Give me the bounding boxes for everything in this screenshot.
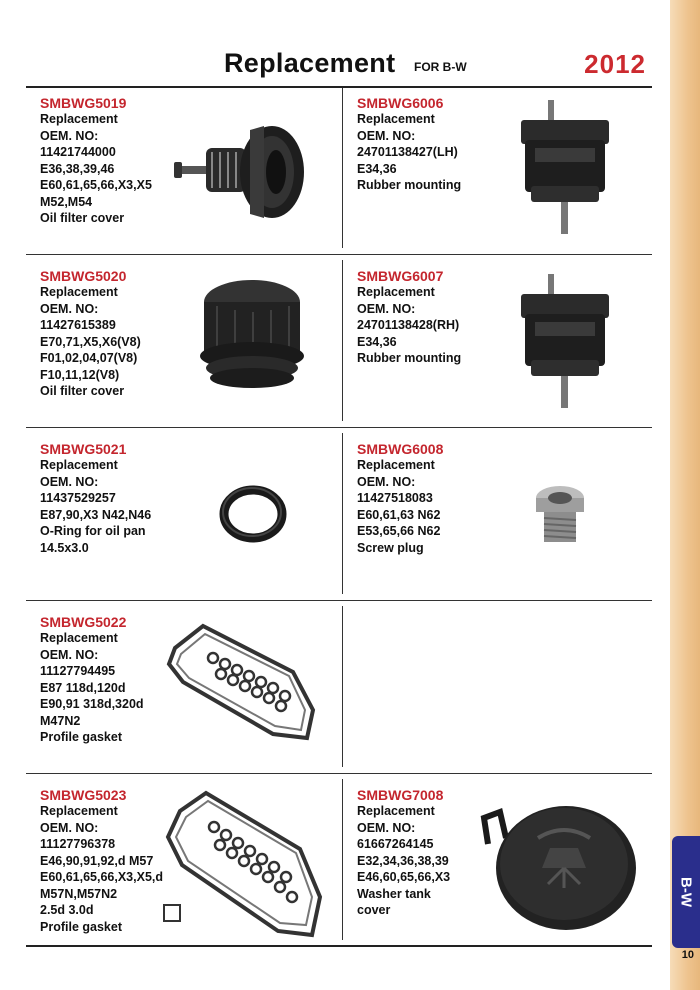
- product-detail-line: 11427615389: [40, 318, 116, 332]
- product-detail-line: OEM. NO:: [40, 128, 99, 143]
- footer-divider: [26, 945, 652, 947]
- product-detail-line: Replacement: [40, 458, 118, 472]
- product-detail-line: M47N2: [40, 713, 81, 728]
- product-detail-line: E60,61,65,66,X3,X5: [40, 178, 152, 192]
- product-detail-line: 24701138427(LH): [357, 145, 458, 159]
- product-detail-line: E87,90,X3 N42,N46: [40, 507, 152, 522]
- product-detail-line: 11437529257: [40, 491, 116, 505]
- product-code: SMBWG5021: [40, 441, 127, 457]
- product-detail-line: E70,71,X5,X6(V8): [40, 334, 141, 349]
- product-detail-line: E32,34,36,38,39: [357, 853, 449, 868]
- product-detail-line: OEM. NO:: [40, 820, 99, 835]
- product-detail-line: E46,90,91,92,d M57: [40, 853, 154, 868]
- product-detail-line: E34,36: [357, 161, 397, 176]
- product-card[interactable]: [357, 441, 657, 556]
- product-detail-line: 11127796378: [40, 837, 116, 851]
- row-divider: [26, 600, 652, 601]
- product-detail-line: E46,60,65,66,X3: [357, 870, 451, 884]
- product-detail-line: Profile gasket: [40, 919, 122, 934]
- product-detail-line: E87 118d,120d: [40, 680, 126, 695]
- profile-gasket-icon: [160, 785, 328, 945]
- product-code: SMBWG6008: [357, 441, 444, 457]
- product-detail-line: Replacement: [40, 285, 118, 299]
- product-detail-line: E53,65,66 N62: [357, 524, 441, 538]
- catalog-year: 2012: [584, 49, 646, 79]
- rubber-mounting-icon: [515, 98, 615, 236]
- product-code: SMBWG5022: [40, 614, 127, 630]
- product-detail-line: Washer tank: [357, 886, 431, 901]
- rubber-mounting-icon: [515, 272, 615, 410]
- column-divider: [342, 260, 343, 421]
- product-detail-line: Rubber mounting: [357, 351, 462, 365]
- product-detail-line: 61667264145: [357, 837, 434, 851]
- product-detail-line: 2.5d 3.0d: [40, 903, 94, 917]
- row-divider: [26, 773, 652, 774]
- product-detail-line: 11127794495: [40, 664, 116, 678]
- product-detail-line: OEM. NO:: [357, 301, 416, 316]
- header-divider: [26, 86, 652, 88]
- product-detail-line: M57N,M57N2: [40, 886, 118, 901]
- product-detail-line: cover: [357, 903, 391, 917]
- product-detail-line: Screw plug: [357, 540, 424, 555]
- product-detail-line: Oil filter cover: [40, 384, 125, 398]
- product-detail-line: Replacement: [357, 112, 435, 126]
- product-detail-line: 14.5x3.0: [40, 540, 89, 555]
- page-title: Replacement: [224, 48, 396, 78]
- product-detail-line: 24701138428(RH): [357, 318, 460, 332]
- product-detail-line: OEM. NO:: [40, 474, 99, 489]
- product-code: SMBWG5019: [40, 95, 127, 111]
- product-detail-line: Replacement: [40, 112, 118, 126]
- row-divider: [26, 254, 652, 255]
- product-detail-line: E36,38,39,46: [40, 161, 115, 176]
- column-divider: [342, 88, 343, 248]
- product-detail-line: Replacement: [40, 631, 118, 645]
- product-detail-line: Replacement: [40, 804, 118, 818]
- screw-plug-icon: [530, 480, 590, 552]
- page-subtitle: FOR B-W: [414, 60, 467, 74]
- column-divider: [342, 606, 343, 767]
- product-detail-line: OEM. NO:: [40, 647, 99, 662]
- column-divider: [342, 433, 343, 594]
- product-code: SMBWG7008: [357, 787, 444, 803]
- oil-filter-cover-with-tube-icon: [172, 118, 312, 228]
- column-divider: [342, 779, 343, 940]
- o-ring-icon: [218, 484, 288, 544]
- product-detail-line: Replacement: [357, 458, 435, 472]
- product-detail-line: E34,36: [357, 334, 397, 349]
- product-detail-line: OEM. NO:: [40, 301, 99, 316]
- product-detail-line: E60,61,65,66,X3,X5,d: [40, 870, 164, 884]
- oil-filter-cap-icon: [195, 272, 310, 392]
- product-detail-line: 11427518083: [357, 491, 433, 505]
- product-detail-line: E90,91 318d,320d: [40, 697, 144, 711]
- product-detail-line: Rubber mounting: [357, 178, 462, 192]
- product-code: SMBWG5023: [40, 787, 127, 803]
- washer-tank-cap-icon: [478, 798, 638, 938]
- product-detail-line: OEM. NO:: [357, 128, 416, 143]
- product-detail-line: E60,61,63 N62: [357, 507, 441, 522]
- product-detail-line: OEM. NO:: [357, 820, 416, 835]
- page-header: [26, 46, 652, 86]
- product-detail-line: 11421744000: [40, 145, 116, 159]
- product-detail-line: Replacement: [357, 804, 435, 818]
- product-detail-line: M52,M54: [40, 194, 93, 209]
- product-code: SMBWG5020: [40, 268, 127, 284]
- section-tab-label: B-W: [677, 877, 695, 907]
- row-divider: [26, 427, 652, 428]
- page-number: 10: [681, 949, 694, 961]
- product-detail-line: F10,11,12(V8): [40, 367, 120, 382]
- product-code: SMBWG6007: [357, 268, 444, 284]
- product-card[interactable]: [40, 441, 340, 556]
- product-detail-line: O-Ring for oil pan: [40, 524, 146, 538]
- profile-gasket-icon: [163, 618, 321, 748]
- product-detail-line: Oil filter cover: [40, 211, 125, 225]
- product-code: SMBWG6006: [357, 95, 444, 111]
- product-detail-line: Profile gasket: [40, 730, 122, 744]
- product-detail-line: F01,02,04,07(V8): [40, 351, 138, 365]
- section-tab[interactable]: [672, 836, 700, 948]
- product-detail-line: Replacement: [357, 285, 435, 299]
- product-detail-line: OEM. NO:: [357, 474, 416, 489]
